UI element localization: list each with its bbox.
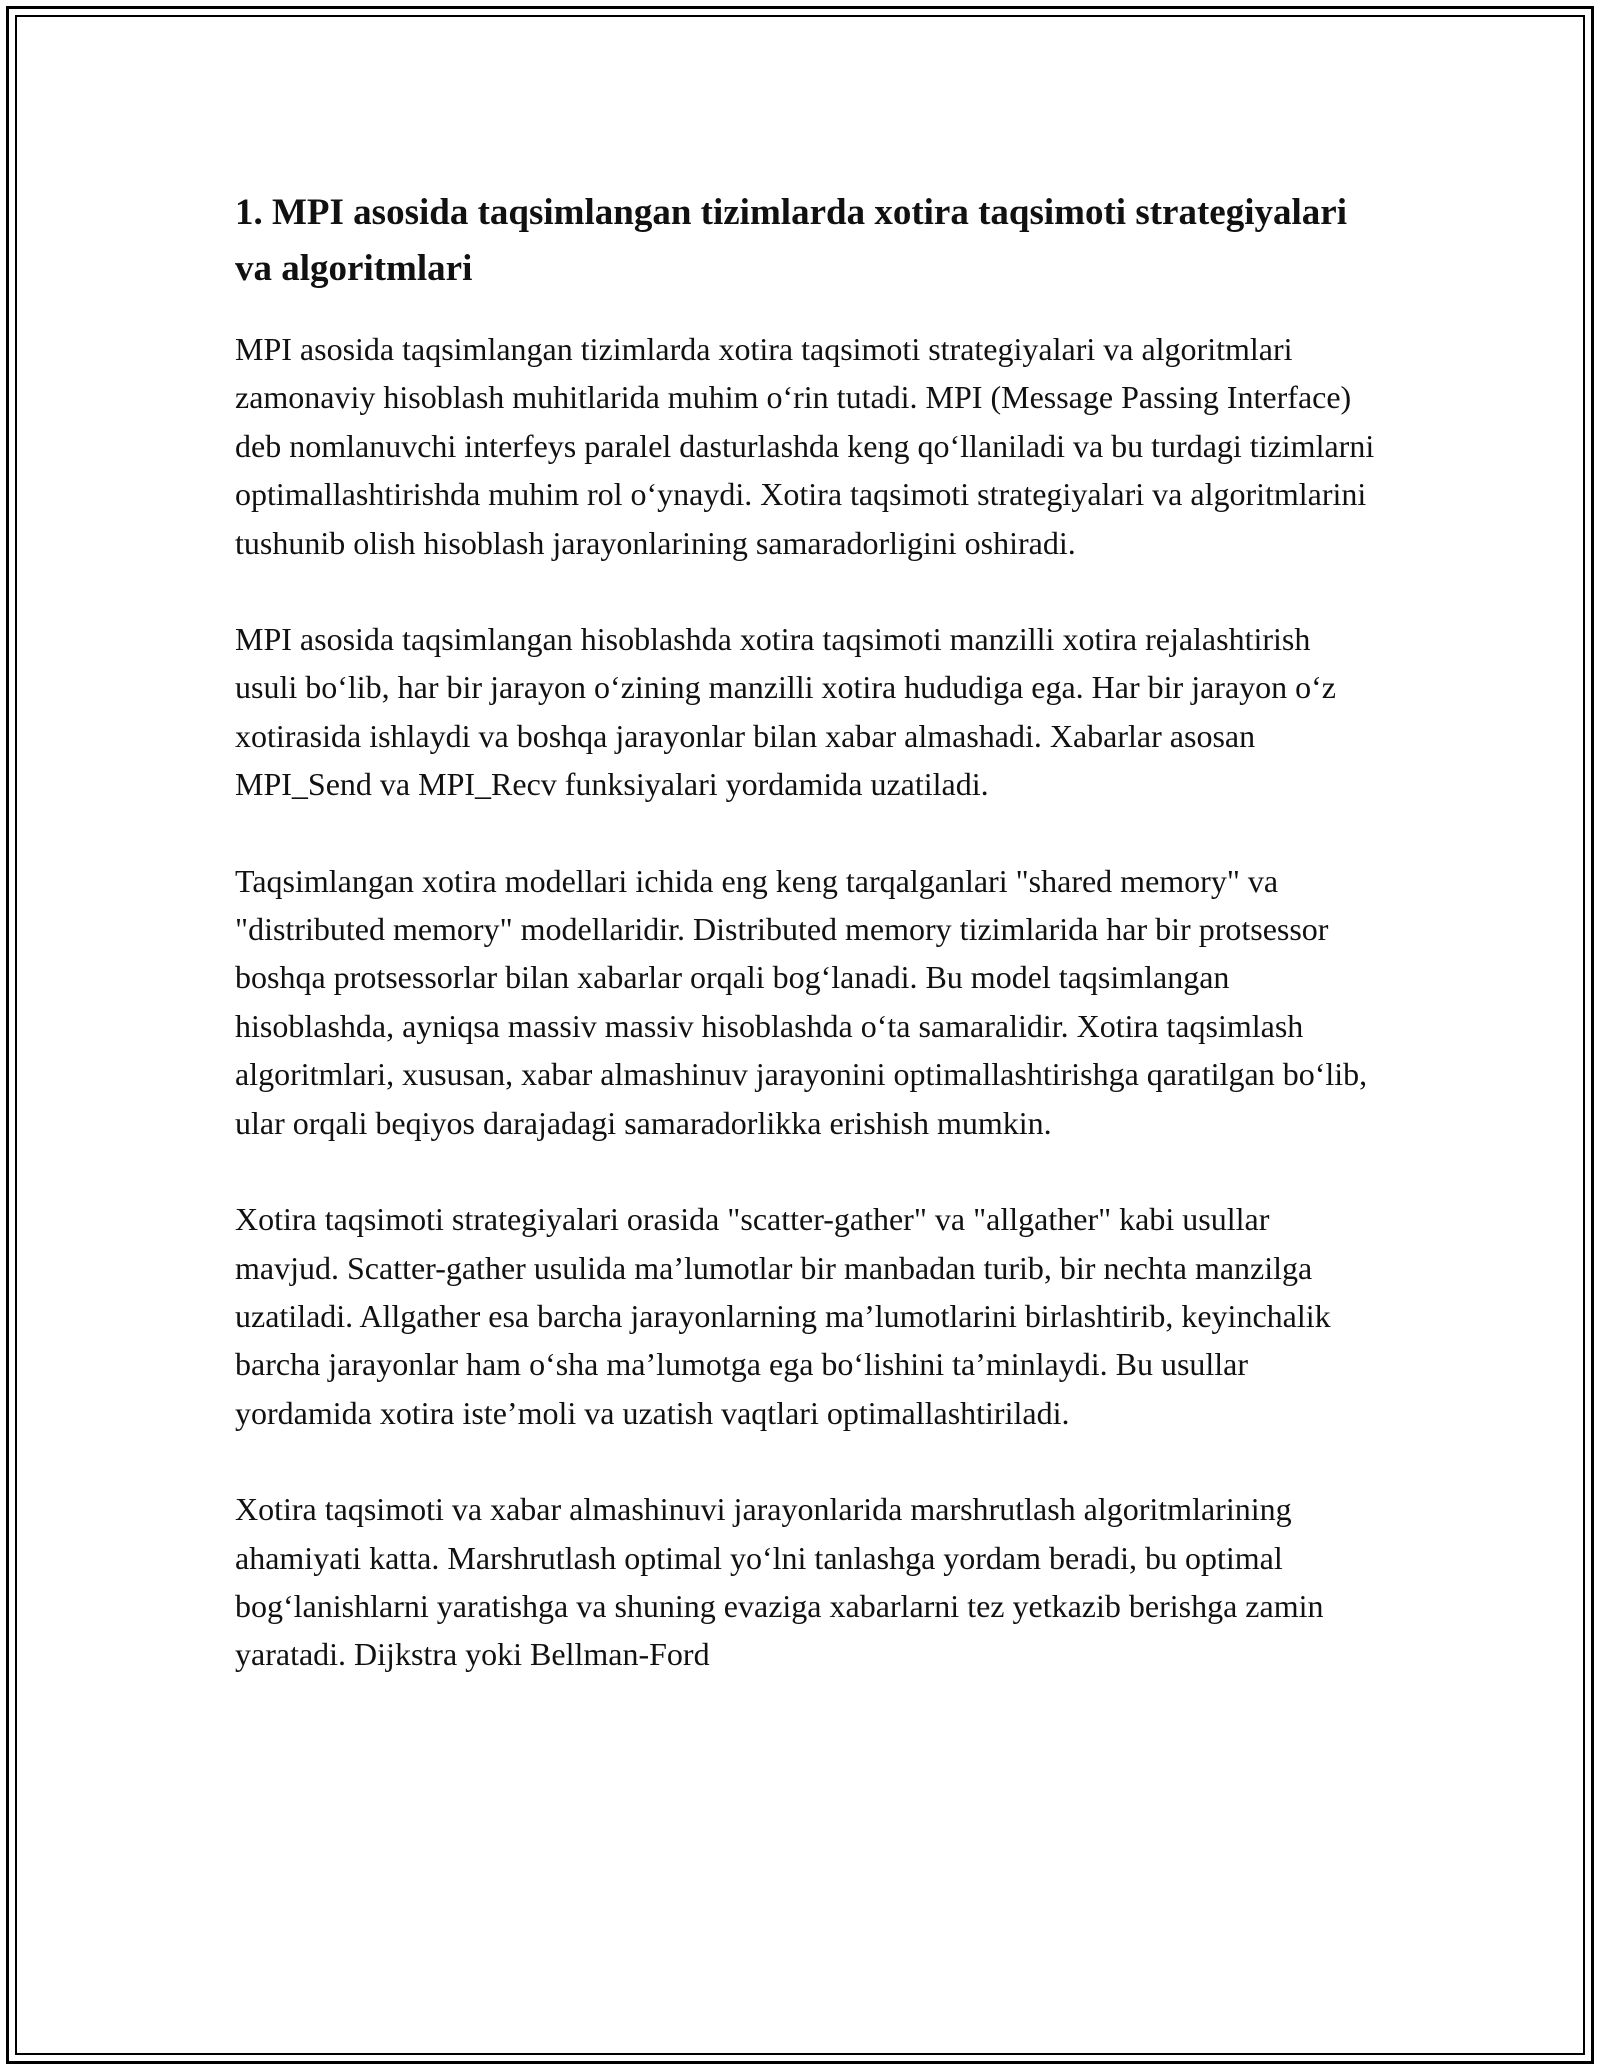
document-body: [235, 185, 1375, 1727]
paragraph-4: Xotira taqsimoti strategiyalari orasida "scatter-gather" va "allgather" kabi usullar mavjud. Scatter-gather usulida ma’lumotlar bir manbadan turib, bir nechta manzilga uzatiladi. Allgather esa barcha jarayonlarning ma’lumotlarini birlashtirib, keyinchalik barcha jarayonlar ham o‘sha ma’lumotga ega bo‘lishini ta’minlaydi. Bu usullar yordamida xotira iste’moli va uzatish vaqtlari optimallashtiriladi.: [235, 1201, 1331, 1431]
paragraph-3: Taqsimlangan xotira modellari ichida eng keng tarqalganlari "shared memory" va "distributed memory" modellaridir. Distributed memory tizimlarida har bir protsessor boshqa protsessorlar bilan xabarlar orqali bog‘lanadi. Bu model taqsimlangan hisoblashda, ayniqsa massiv massiv hisoblashda o‘ta samaralidir. Xotira taqsimlash algoritmlari, xususan, xabar almashinuv jarayonini optimallashtirishga qaratilgan bo‘lib, ular orqali beqiyos darajadagi samaradorlikka erishish mumkin.: [235, 862, 1368, 1141]
paragraph-1: MPI asosida taqsimlangan tizimlarda xotira taqsimoti strategiyalari va algoritmlari zamonaviy hisoblash muhitlarida muhim o‘rin tutadi. MPI (Message Passing Interface) deb nomlanuvchi interfeys paralel dasturlashda keng qo‘llaniladi va bu turdagi tizimlarni optimallashtirishda muhim rol o‘ynaydi. Xotira taqsimoti strategiyalari va algoritmlarini tushunib olish hisoblash jarayonlarining samaradorligini oshiradi.: [235, 331, 1375, 561]
paragraph-5: Xotira taqsimoti va xabar almashinuvi jarayonlarida marshrutlash algoritmlarining ahamiyati katta. Marshrutlash optimal yo‘lni tanlashga yordam beradi, bu optimal bog‘lanishlarni yaratishga va shuning evaziga xabarlarni tez yetkazib berishga zamin yaratadi. Dijkstra yoki Bellman-Ford: [235, 1491, 1324, 1673]
section-heading: 1. MPI asosida taqsimlangan tizimlarda xotira taqsimoti strategiyalari va algoritmlari: [235, 192, 1347, 289]
paragraph-2: MPI asosida taqsimlangan hisoblashda xotira taqsimoti manzilli xotira rejalashtirish usuli bo‘lib, har bir jarayon o‘zining manzilli xotira hududiga ega. Har bir jarayon o‘z xotirasida ishlaydi va boshqa jarayonlar bilan xabar almashadi. Xabarlar asosan MPI_Send va MPI_Recv funksiyalari yordamida uzatiladi.: [235, 621, 1336, 803]
